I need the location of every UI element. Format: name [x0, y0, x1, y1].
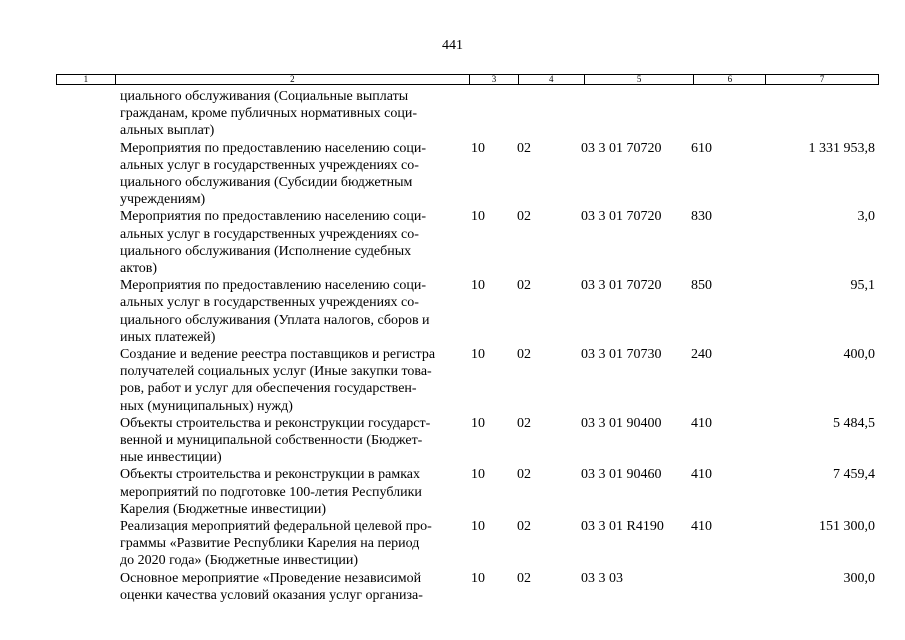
row-target-article-code: 03 3 01 70720	[581, 140, 662, 156]
table-row	[0, 277, 905, 346]
row-subsection-code: 02	[517, 467, 531, 483]
row-amount: 400,0	[843, 347, 875, 363]
row-target-article-code: 03 3 01 70720	[581, 278, 662, 294]
row-target-article-code: 03 3 01 90400	[581, 415, 662, 431]
table-row	[0, 570, 905, 604]
row-expense-type-code: 830	[691, 209, 712, 225]
row-expense-type-code: 850	[691, 278, 712, 294]
row-target-article-code: 03 3 03	[581, 570, 623, 586]
row-section-code: 10	[471, 278, 485, 294]
page-number: 441	[442, 38, 463, 53]
budget-table-body	[0, 88, 905, 604]
row-section-code: 10	[471, 209, 485, 225]
column-number-1: 1	[57, 75, 116, 84]
row-description: Реализация мероприятий федеральной целевой про- граммы «Развитие Республики Карелия на период до 2020 года» (Бюджетные инвестиции)	[120, 519, 432, 569]
row-section-code: 10	[471, 519, 485, 535]
column-number-2: 2	[116, 75, 470, 84]
row-description: Мероприятия по предоставлению населению соци- альных услуг в государственных учреждениях со- циального обслуживания (Субсидии бюджетным учреждениям)	[120, 140, 427, 208]
table-row	[0, 88, 905, 140]
row-expense-type-code: 410	[691, 519, 712, 535]
row-subsection-code: 02	[517, 278, 531, 294]
row-subsection-code: 02	[517, 570, 531, 586]
table-row	[0, 466, 905, 518]
row-target-article-code: 03 3 01 90460	[581, 467, 662, 483]
column-number-3: 3	[470, 75, 519, 84]
row-description: Мероприятия по предоставлению населению соци- альных услуг в государственных учреждениях со- циального обслуживания (Уплата налогов, сборов и иных платежей)	[120, 278, 430, 345]
table-row	[0, 346, 905, 415]
column-number-5: 5	[585, 75, 695, 84]
row-amount: 300,0	[843, 570, 875, 586]
row-subsection-code: 02	[517, 519, 531, 535]
row-subsection-code: 02	[517, 415, 531, 431]
table-row	[0, 518, 905, 570]
table-row	[0, 140, 905, 209]
row-description: циального обслуживания (Социальные выплаты гражданам, кроме публичных нормативных соци- альных выплат)	[120, 89, 418, 139]
row-target-article-code: 03 3 01 70720	[581, 209, 662, 225]
column-number-6: 6	[694, 75, 766, 84]
row-amount: 95,1	[850, 278, 875, 294]
row-section-code: 10	[471, 140, 485, 156]
row-section-code: 10	[471, 570, 485, 586]
row-section-code: 10	[471, 467, 485, 483]
table-row	[0, 208, 905, 277]
row-expense-type-code: 410	[691, 467, 712, 483]
row-description: Объекты строительства и реконструкции государст- венной и муниципальной собственности (Бюджет- ные инвестиции)	[120, 415, 431, 466]
row-section-code: 10	[471, 415, 485, 431]
row-subsection-code: 02	[517, 140, 531, 156]
row-description: Объекты строительства и реконструкции в рамках мероприятий по подготовке 100-летия Республики Карелия (Бюджетные инвестиции)	[120, 467, 422, 517]
column-number-4: 4	[519, 75, 585, 84]
column-number-7: 7	[819, 74, 825, 84]
row-target-article-code: 03 3 01 70730	[581, 347, 662, 363]
row-description: Основное мероприятие «Проведение независимой оценки качества условий оказания услуг организа-	[120, 570, 423, 603]
table-row	[0, 415, 905, 467]
row-subsection-code: 02	[517, 347, 531, 363]
column-number-header	[56, 74, 879, 85]
row-subsection-code: 02	[517, 209, 531, 225]
row-amount: 7 459,4	[833, 467, 875, 483]
row-amount: 1 331 953,8	[808, 140, 875, 156]
row-description: Мероприятия по предоставлению населению соци- альных услуг в государственных учреждениях со- циального обслуживания (Исполнение судебных актов)	[120, 209, 427, 277]
row-amount: 3,0	[857, 209, 875, 225]
row-target-article-code: 03 3 01 R4190	[581, 519, 664, 535]
row-expense-type-code: 610	[691, 140, 712, 156]
row-description: Создание и ведение реестра поставщиков и регистра получателей социальных услуг (Иные закупки това- ров, работ и услуг для обеспечения государствен- ных (муниципальных) нужд)	[120, 347, 436, 414]
row-amount: 151 300,0	[819, 519, 875, 535]
row-expense-type-code: 240	[691, 347, 712, 363]
row-section-code: 10	[471, 347, 485, 363]
row-expense-type-code: 410	[691, 415, 712, 431]
row-amount: 5 484,5	[833, 415, 875, 431]
